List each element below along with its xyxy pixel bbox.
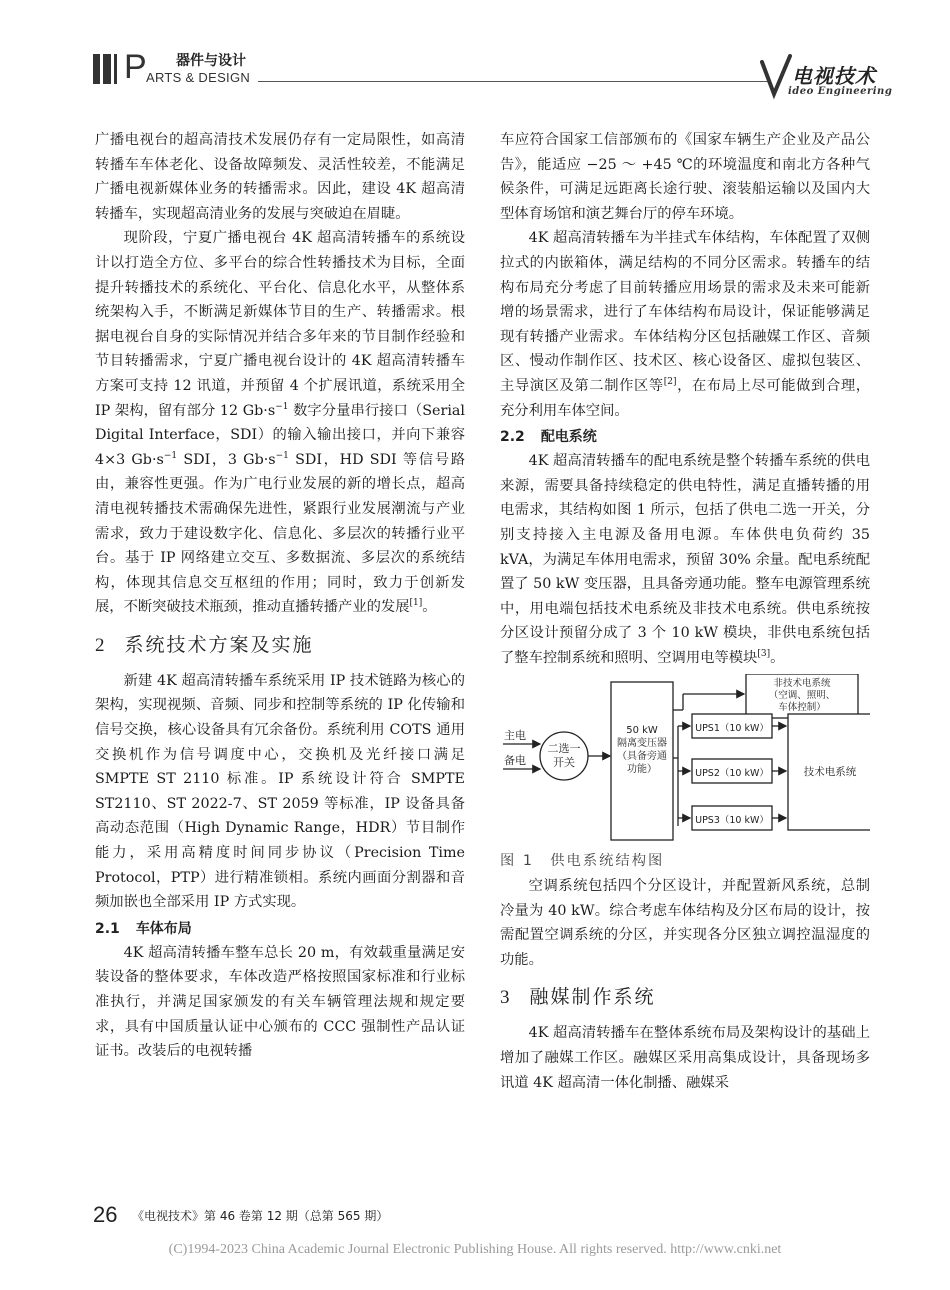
page-number: 26 [93,1202,118,1227]
section-heading-2: 2 系统技术方案及实施 [95,633,314,656]
journal-logo-text: 电视技术 [792,64,876,88]
section-initial: P [124,48,147,86]
subsection-heading-2-2: 2.2 配电系统 [500,429,597,446]
transformer-label: 50 kW 隔离变压器 （具备旁通 功能） [617,725,667,776]
paragraph: 4K 超高清转播车整车总长 20 m，有效载重量满足安装设备的整体要求，车体改造严格按照国家标准和行业标准执行，并满足国家颁发的有关车辆管理法规和规定要求，具有中国质量认证中心颁布的 CCC 强制性产品认证证书。改装后的电视转播 [95,944,465,1060]
paragraph: 现阶段，宁夏广播电视台 4K 超高清转播车的系统设计以打造全方位、多平台的综合性转播技术为目标，全面提升转播技术的系统化、平台化、信息化水平，从整体系统架构入手，不断满足新媒体节目的生产、转播需求。根据电视台自身的实际情况并结合多年来的节目制作经验和节目转播需求，宁夏广播电视台设计的 4K 超高清转播车方案可支持 12 讯道，并预留 4 个扩展讯道，系统采用全 IP 架构，留有部分 12 $Gb\cdot s^{-1}$ 数字分量串行接口（Serial Digital Interface，SDI）的输入输出接口，并向下兼容 4×3 $Gb\cdot s^{-1}$ SDI，3 $Gb\cdot s^{-1}$ SDI，HD SDI 等信号路由，兼容性更强。作为广电行业发展的新的增长点，超高清电视转播技术需确保先进性，紧跟行业发展潮流与产业需求，致力于建设数字化、信息化、多层次的转播行业平台。基于 IP 网络建立交互、多数据流、多层次的系统结构，体现其信息交互枢纽的作用；同时，致力于创新发展，不断突破技术瓶颈，推动直播转播产业的发展[1]。 [95,230,466,616]
citation: [1] [409,598,423,609]
paragraph: 空调系统包括四个分区设计，并配置新风系统，总制冷量为 40 kW。综合考虑车体结构及分区布局的设计，按需配置空调系统的分区，并实现各分区独立调控温湿度的功能。 [500,878,870,968]
main-power-label: 主电 [504,729,526,743]
switch-label: 二选一 开关 [547,742,581,770]
tech-power-label: 技术电系统 [803,766,857,779]
paragraph: 4K 超高清转播车在整体系统布局及架构设计的基础上增加了融媒工作区。融媒区采用高集成设计，具备现场多讯道 4K 超高清一体化制播、融媒采 [500,1025,870,1091]
left-column [95,128,465,1064]
paragraph: 4K 超高清转播车为半挂式车体结构，车体配置了双侧拉式的内嵌箱体，满足结构的不同分区需求。转播车的结构布局充分考虑了目前转播应用场景的需求及未来可能新增的场景需求，进行了车体结构布局设计，保证能够满足现有转播产业需求。车体结构分区包括融媒工作区、音频区、慢动作制作区、技术区、核心设备区、虚拟包装区、主导演区及第二制作区等[2]，在布局上尽可能做到合理，充分利用车体空间。 [500,230,871,419]
ups1-label: UPS1（10 kW） [695,723,769,735]
paragraph: 广播电视台的超高清技术发展仍存有一定局限性，如高清转播车车体老化、设备故障频发、灵活性较差，不能满足广播电视新媒体业务的转播需求。因此，建设 4K 超高清转播车，实现超高清业务的发展与突破迫在眉睫。 [95,132,465,222]
ups2-label: UPS2（10 kW） [695,768,769,780]
section-heading-3: 3 融媒制作系统 [500,986,656,1009]
section-title-cn: 器件与设计 [176,53,246,69]
power-supply-diagram [500,674,870,849]
journal-logo-subtitle: ideo Engineering [788,86,893,97]
section-title-en: ARTS & DESIGN [146,70,251,85]
paragraph: 4K 超高清转播车的配电系统是整个转播车系统的供电来源，需要具备持续稳定的供电特性，满足直播转播的用电需求，其结构如图 1 所示，包括了供电二选一开关，分别支持接入主电源及备用电源。车体供电负荷约 35 kVA，为满足车体用电需求，预留 30% 余量。配电系统配置了 50 kW 变压器，且具备旁通功能。整车电源管理系统中，用电端包括技术电系统及非技术电系统。供电系统按分区设计预留分成了 3 个 10 kW 模块，非供电系统包括了整车控制系统和照明、空调用电等模块[3]。 [500,453,870,666]
journal-info: 《电视技术》第 46 卷第 12 期（总第 565 期） [132,1209,389,1223]
subsection-heading-2-1: 2.1 车体布局 [95,920,192,937]
ups3-label: UPS3（10 kW） [695,815,769,827]
copyright-notice: (C)1994-2023 China Academic Journal Electronic Publishing House. All rights reserved. http://www.cnki.net [168,1242,782,1257]
citation: [3] [757,649,771,660]
figure-caption: 图 1 供电系统结构图 [500,853,665,870]
backup-power-label: 备电 [504,754,526,768]
header-rule [258,81,768,82]
right-column [500,128,870,1095]
non-tech-power-label: 非技术电系统 （空调、照明、 车体控制） [768,678,836,714]
paragraph: 新建 4K 超高清转播车系统采用 IP 技术链路为核心的架构，实现视频、音频、同步和控制等系统的 IP 化传输和信号交换，核心设备具有冗余备份。系统利用 COTS 通用交换机作为信号调度中心，交换机及光纤接口满足 SMPTE ST 2110 标准。IP 系统设计符合 SMPTE ST2110、ST 2022-7、ST 2059 等标准，IP 设备具备高动态范围（High Dynamic Range，HDR）节目制作能力，采用高精度时间同步协议（Precision Time Protocol，PTP）进行精准锁相。系统内画面分割器和音频加嵌也全部采用 IP 方式实现。 [95,672,465,911]
page-header [0,0,950,110]
paragraph: 车应符合国家工信部颁布的《国家车辆生产企业及产品公告》，能适应 −25 ～ +45 ℃的环境温度和南北方各种气候条件，可满足远距离长途行驶、滚装船运输以及国内大型体育场馆和演艺舞台厅的停车环境。 [500,132,870,222]
citation: [2] [663,377,677,388]
